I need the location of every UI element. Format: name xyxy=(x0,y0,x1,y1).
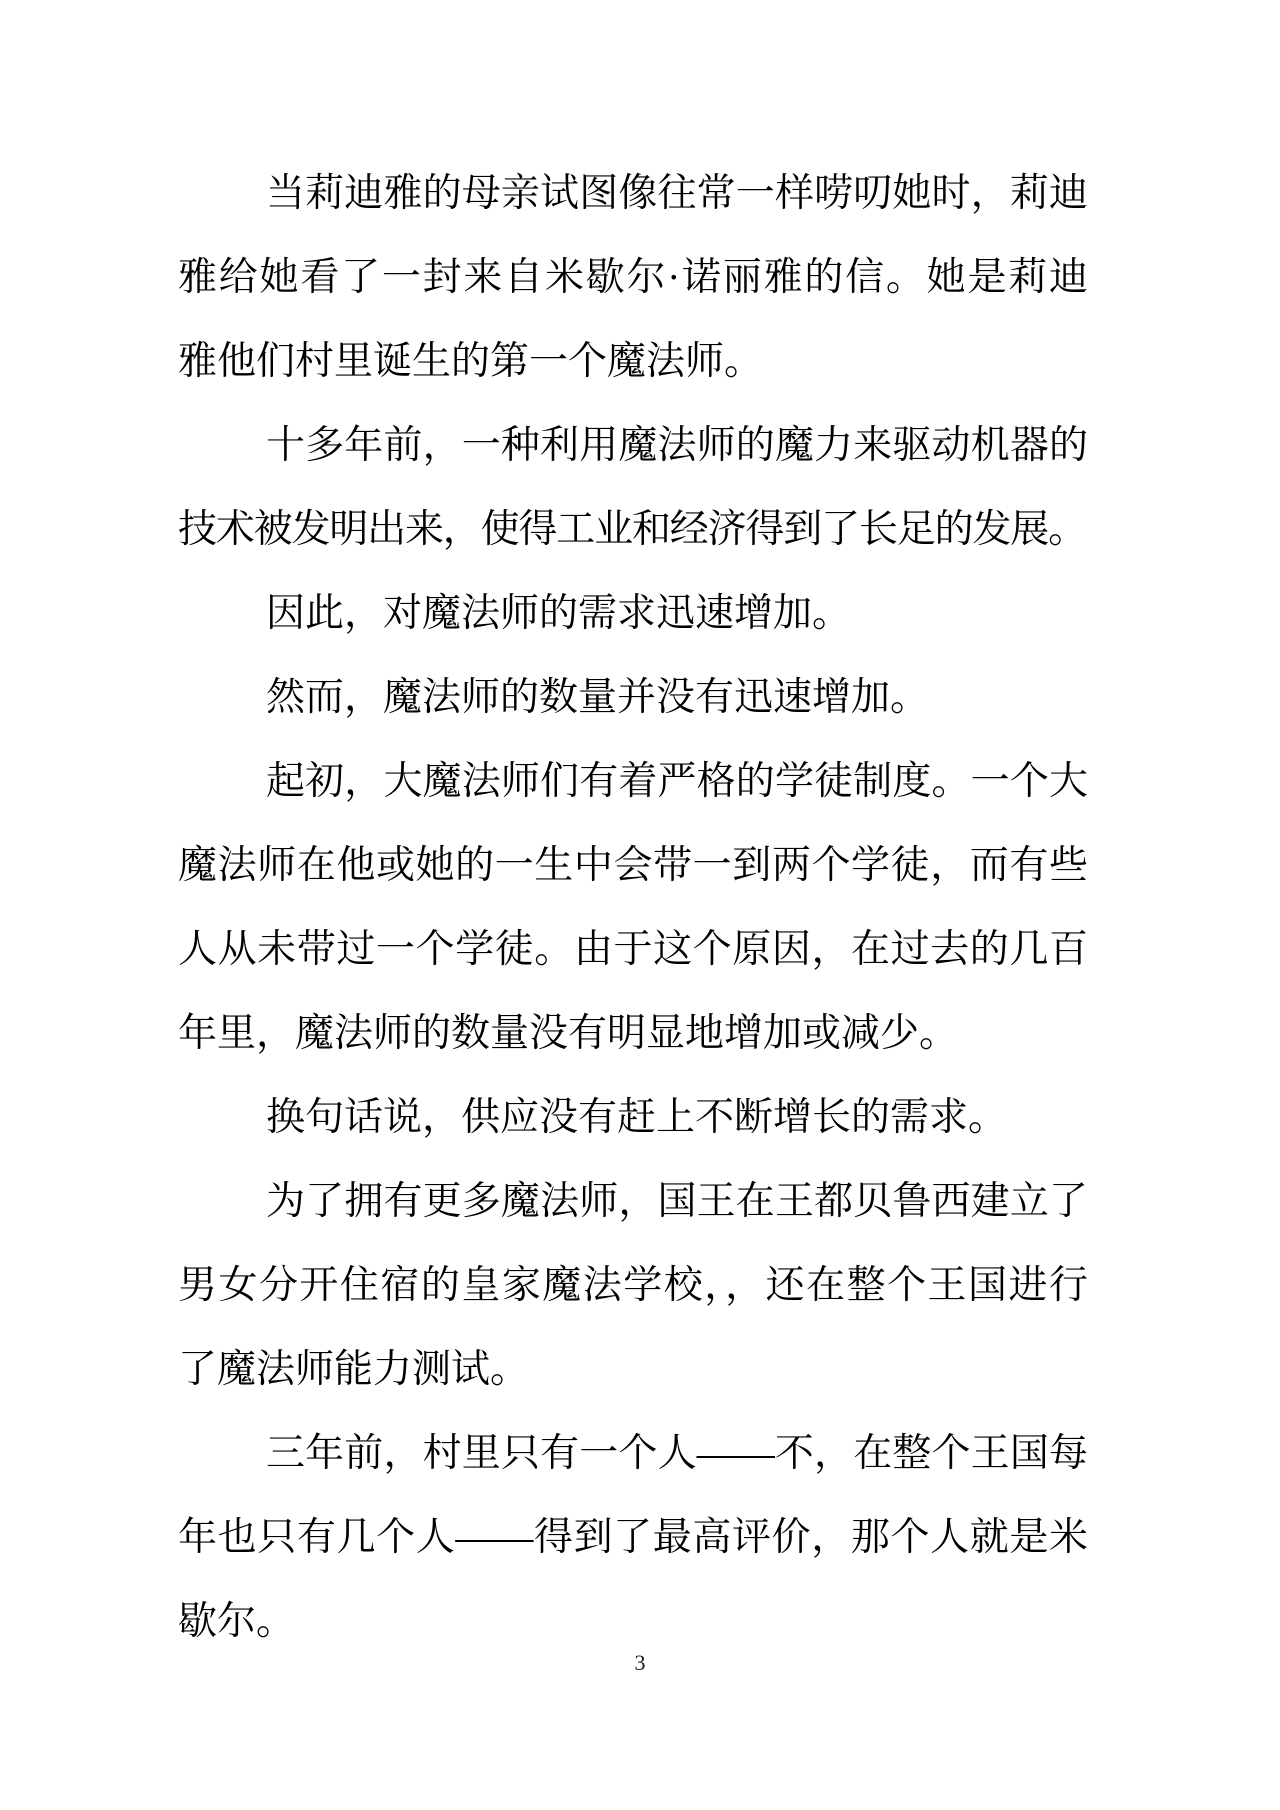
text-line: 年里，魔法师的数量没有明显地增加或减少。 xyxy=(178,1012,959,1055)
text-line: 男女分开住宿的皇家魔法学校，，还在整个王国进行 xyxy=(178,1264,1088,1307)
text-line: 了魔法师能力测试。 xyxy=(178,1348,530,1391)
text-line: 然而，魔法师的数量并没有迅速增加。 xyxy=(266,676,930,719)
text-line: 起初，大魔法师们有着严格的学徒制度。一个大 xyxy=(266,760,1088,803)
text-line: 换句话说，供应没有赶上不断增长的需求。 xyxy=(266,1096,1008,1139)
text-line: 技术被发明出来，使得工业和经济得到了长足的发展。 xyxy=(178,508,1086,551)
text-line: 因此，对魔法师的需求迅速增加。 xyxy=(266,592,852,635)
text-line: 三年前，村里只有一个人——不，在整个王国每 xyxy=(266,1432,1088,1475)
text-line: 雅他们村里诞生的第一个魔法师。 xyxy=(178,340,764,383)
text-line: 当莉迪雅的母亲试图像往常一样唠叨她时，莉迪 xyxy=(266,172,1088,215)
text-line: 歇尔。 xyxy=(178,1600,296,1643)
text-line: 为了拥有更多魔法师，国王在王都贝鲁西建立了 xyxy=(266,1180,1088,1223)
text-block xyxy=(178,152,1088,1664)
text-line: 雅给她看了一封来自米歇尔·诺丽雅的信。她是莉迪 xyxy=(178,256,1088,299)
text-line: 魔法师在他或她的一生中会带一到两个学徒，而有些 xyxy=(178,844,1088,887)
text-line: 人从未带过一个学徒。由于这个原因，在过去的几百 xyxy=(178,928,1088,971)
page-number: 3 xyxy=(634,1650,646,1675)
text-line: 十多年前，一种利用魔法师的魔力来驱动机器的 xyxy=(266,424,1088,467)
text-line: 年也只有几个人——得到了最高评价，那个人就是米 xyxy=(178,1516,1088,1559)
